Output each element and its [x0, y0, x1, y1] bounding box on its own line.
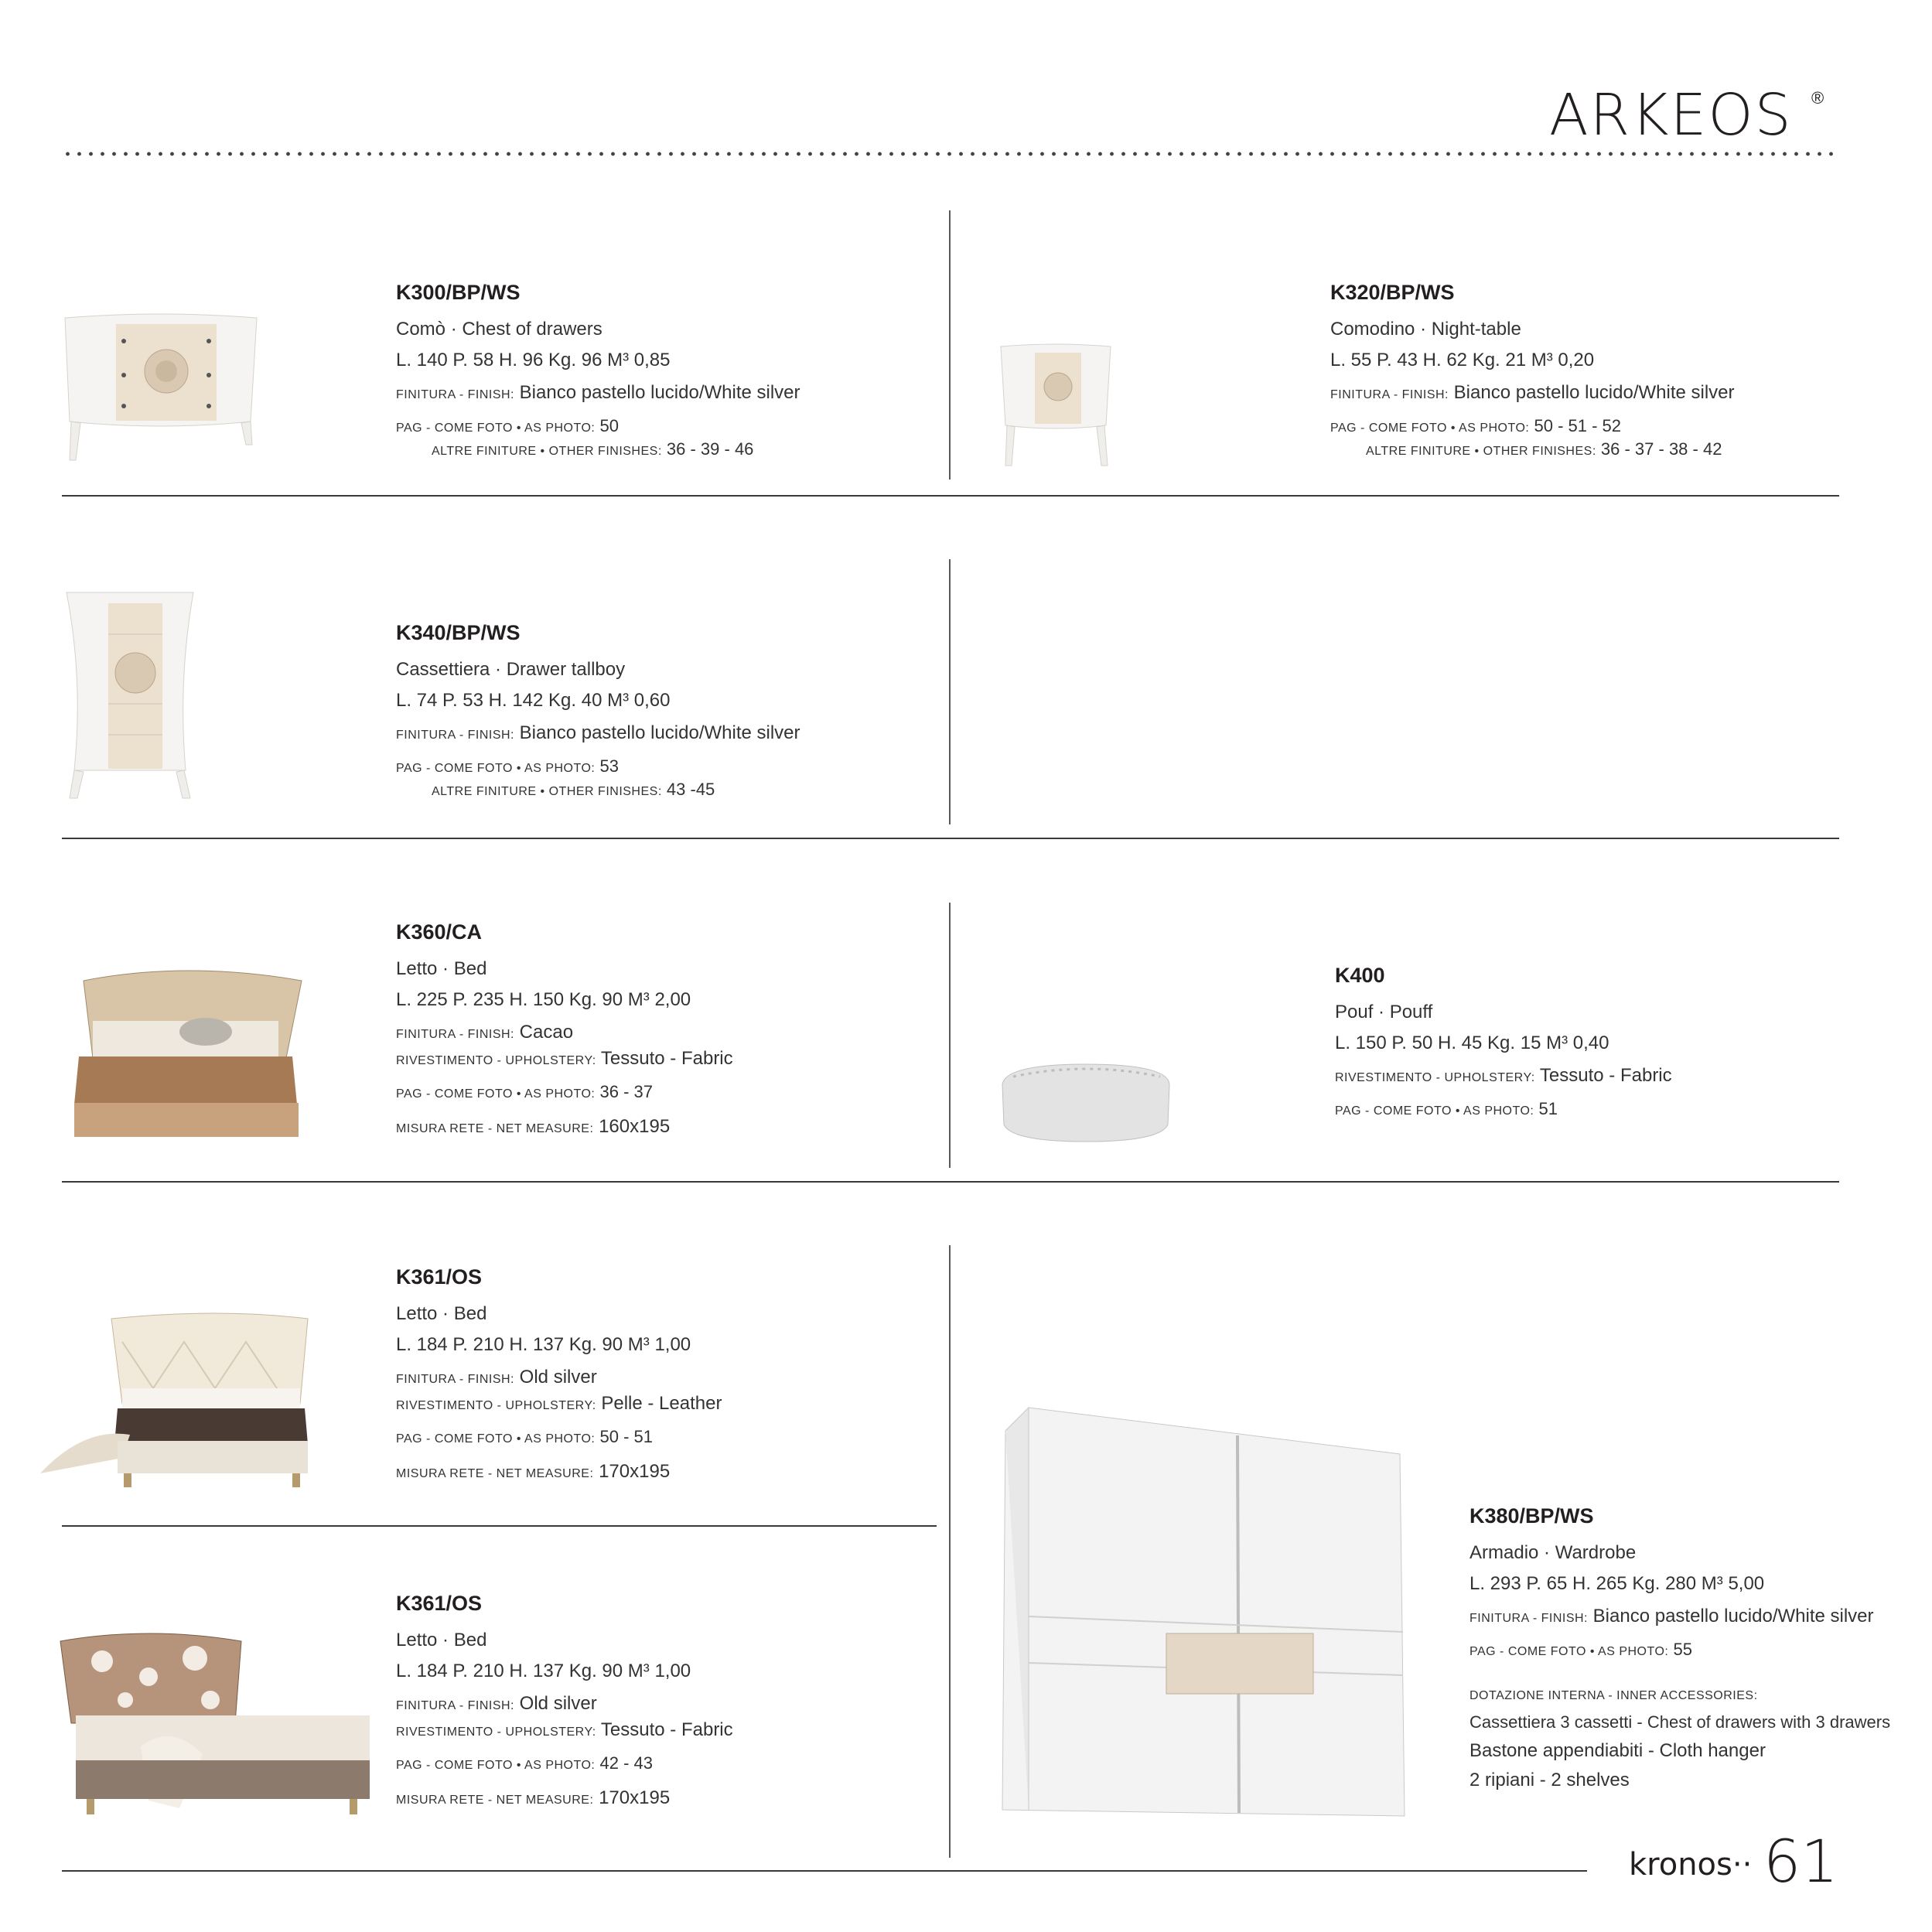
column-divider-4 [949, 1245, 951, 1858]
brand-logo: ARKEOS [1549, 82, 1793, 148]
product-code: K361/OS [396, 1265, 483, 1289]
pouf-image [998, 1061, 1174, 1146]
photo-row [396, 1082, 733, 1102]
upholstery-row [1335, 1065, 1672, 1087]
product-name: Letto · Bed [396, 1303, 487, 1324]
accessory-item: Bastone appendiabiti - Cloth hanger [1469, 1740, 1766, 1761]
other-finishes-pages: 36 - 39 - 46 [666, 439, 754, 459]
photo-label: PAG - COME FOTO • AS PHOTO: [396, 1759, 596, 1772]
upholstery-row [396, 1048, 733, 1070]
product-name: Letto · Bed [396, 1630, 487, 1650]
row-divider-4 [62, 1525, 937, 1527]
finish-label: FINITURA - FINISH: [396, 1028, 514, 1041]
net-measure-label: MISURA RETE - NET MEASURE: [396, 1467, 594, 1480]
photo-pages: 50 [599, 416, 619, 435]
photo-label: PAG - COME FOTO • AS PHOTO: [396, 1432, 596, 1446]
product-k361-fabric [396, 1591, 733, 1809]
product-code: K380/BP/WS [1469, 1504, 1594, 1528]
bed-cacao-image [62, 965, 309, 1145]
product-name: Cassettiera · Drawer tallboy [396, 659, 626, 680]
upholstery-label: RIVESTIMENTO - UPHOLSTERY: [396, 1054, 596, 1067]
other-finishes-label: ALTRE FINITURE • OTHER FINISHES: [1366, 445, 1596, 458]
photo-pages: 51 [1538, 1099, 1558, 1118]
photo-label: PAG - COME FOTO • AS PHOTO: [1330, 422, 1530, 435]
bed-fabric-image [56, 1630, 374, 1816]
upholstery-row [396, 1719, 733, 1741]
product-name: Armadio · Wardrobe [1469, 1542, 1637, 1563]
finish-row [396, 1367, 722, 1388]
finish-label: FINITURA - FINISH: [396, 1699, 514, 1712]
product-dimensions: L. 140 P. 58 H. 96 Kg. 96 M³ 0,85 [396, 350, 671, 370]
product-dimensions: L. 293 P. 65 H. 265 Kg. 280 M³ 5,00 [1469, 1573, 1765, 1594]
photo-row [396, 756, 800, 777]
other-finishes-row [1330, 439, 1735, 459]
product-k380 [1469, 1504, 1890, 1791]
upholstery-value: Tessuto - Fabric [600, 1719, 733, 1740]
finish-value: Cacao [519, 1022, 574, 1043]
photo-label: PAG - COME FOTO • AS PHOTO: [396, 1087, 596, 1101]
row-divider-1 [62, 495, 1839, 497]
product-k361-leather [396, 1265, 722, 1483]
photo-label: PAG - COME FOTO • AS PHOTO: [1469, 1645, 1669, 1658]
product-dimensions: L. 184 P. 210 H. 137 Kg. 90 M³ 1,00 [396, 1334, 691, 1355]
net-measure-row [396, 1461, 722, 1483]
product-k320 [1330, 280, 1735, 459]
photo-pages: 42 - 43 [599, 1753, 653, 1773]
net-measure-label: MISURA RETE - NET MEASURE: [396, 1122, 594, 1135]
product-k340 [396, 620, 800, 800]
bed-leather-image [37, 1311, 325, 1490]
product-code: K360/CA [396, 920, 483, 944]
finish-label: FINITURA - FINISH: [396, 729, 514, 742]
upholstery-label: RIVESTIMENTO - UPHOLSTERY: [396, 1725, 596, 1739]
finish-label: FINITURA - FINISH: [396, 388, 514, 401]
photo-row [396, 416, 800, 436]
column-divider-2 [949, 559, 951, 824]
finish-row [1330, 382, 1735, 404]
product-code: K300/BP/WS [396, 281, 521, 304]
upholstery-row [396, 1393, 722, 1415]
row-divider-3 [62, 1181, 1839, 1183]
product-dimensions: L. 225 P. 235 H. 150 Kg. 90 M³ 2,00 [396, 989, 691, 1010]
finish-value: Bianco pastello lucido/White silver [1453, 382, 1735, 403]
accessories-label: DOTAZIONE INTERNA - INNER ACCESSORIES: [1469, 1689, 1758, 1702]
net-measure-row [396, 1116, 733, 1138]
accessory-item: Cassettiera 3 cassetti - Chest of drawers with 3 drawers [1469, 1712, 1891, 1732]
net-measure-row [396, 1787, 733, 1809]
photo-row [396, 1427, 722, 1447]
photo-row [1335, 1099, 1672, 1119]
finish-value: Bianco pastello lucido/White silver [519, 382, 800, 403]
other-finishes-label: ALTRE FINITURE • OTHER FINISHES: [432, 785, 662, 798]
photo-label: PAG - COME FOTO • AS PHOTO: [1335, 1104, 1534, 1118]
product-k300 [396, 280, 800, 459]
finish-value: Bianco pastello lucido/White silver [1592, 1606, 1874, 1626]
kronos-brand: kronos·· [1629, 1847, 1753, 1883]
product-dimensions: L. 55 P. 43 H. 62 Kg. 21 M³ 0,20 [1330, 350, 1595, 370]
registered-mark: ® [1811, 88, 1824, 108]
net-measure-value: 170x195 [599, 1461, 671, 1482]
product-name: Comò · Chest of drawers [396, 319, 602, 340]
page-number: 61 [1763, 1827, 1838, 1896]
finish-value: Bianco pastello lucido/White silver [519, 722, 800, 743]
row-divider-2 [62, 838, 1839, 839]
column-divider-3 [949, 903, 951, 1168]
product-code: K320/BP/WS [1330, 281, 1455, 304]
photo-row [396, 1753, 733, 1773]
net-measure-label: MISURA RETE - NET MEASURE: [396, 1794, 594, 1807]
other-finishes-row [396, 780, 800, 800]
product-dimensions: L. 74 P. 53 H. 142 Kg. 40 M³ 0,60 [396, 690, 671, 711]
photo-pages: 53 [599, 756, 619, 776]
photo-pages: 50 - 51 [599, 1427, 653, 1446]
column-divider-1 [949, 210, 951, 480]
footer-divider [62, 1870, 1587, 1872]
product-name: Comodino · Night-table [1330, 319, 1521, 340]
product-dimensions: L. 184 P. 210 H. 137 Kg. 90 M³ 1,00 [396, 1661, 691, 1681]
upholstery-label: RIVESTIMENTO - UPHOLSTERY: [1335, 1071, 1535, 1084]
accessory-item: 2 ripiani - 2 shelves [1469, 1770, 1630, 1790]
finish-label: FINITURA - FINISH: [396, 1373, 514, 1386]
dotted-divider [62, 151, 1839, 157]
product-k400 [1335, 963, 1672, 1119]
photo-label: PAG - COME FOTO • AS PHOTO: [396, 422, 596, 435]
product-code: K340/BP/WS [396, 621, 521, 644]
finish-label: FINITURA - FINISH: [1330, 388, 1449, 401]
upholstery-value: Tessuto - Fabric [1539, 1065, 1672, 1086]
other-finishes-pages: 43 -45 [666, 780, 715, 799]
drawer-tallboy-image [62, 588, 197, 804]
finish-row [396, 382, 800, 404]
upholstery-value: Pelle - Leather [601, 1393, 722, 1414]
finish-label: FINITURA - FINISH: [1469, 1612, 1588, 1625]
photo-pages: 50 - 51 - 52 [1534, 416, 1621, 435]
product-code: K361/OS [396, 1592, 483, 1615]
photo-label: PAG - COME FOTO • AS PHOTO: [396, 762, 596, 775]
other-finishes-row [396, 439, 800, 459]
photo-pages: 55 [1673, 1640, 1692, 1659]
photo-pages: 36 - 37 [599, 1082, 653, 1101]
upholstery-label: RIVESTIMENTO - UPHOLSTERY: [396, 1399, 596, 1412]
net-measure-value: 160x195 [599, 1116, 671, 1137]
finish-row [396, 1693, 733, 1715]
accessories-heading [1469, 1683, 1890, 1705]
wardrobe-image [998, 1400, 1408, 1818]
finish-value: Old silver [519, 1693, 597, 1714]
photo-row [1469, 1640, 1890, 1660]
net-measure-value: 170x195 [599, 1787, 671, 1808]
product-name: Pouf · Pouff [1335, 1002, 1433, 1022]
upholstery-value: Tessuto - Fabric [600, 1048, 733, 1069]
chest-of-drawers-image [62, 313, 260, 468]
other-finishes-pages: 36 - 37 - 38 - 42 [1600, 439, 1722, 459]
finish-row [1469, 1606, 1890, 1627]
finish-row [396, 1022, 733, 1043]
product-name: Letto · Bed [396, 958, 487, 979]
night-table-image [998, 342, 1114, 469]
product-dimensions: L. 150 P. 50 H. 45 Kg. 15 M³ 0,40 [1335, 1033, 1609, 1053]
other-finishes-label: ALTRE FINITURE • OTHER FINISHES: [432, 445, 662, 458]
finish-row [396, 722, 800, 744]
photo-row [1330, 416, 1735, 436]
finish-value: Old silver [519, 1367, 597, 1388]
product-code: K400 [1335, 964, 1385, 987]
product-k360 [396, 920, 733, 1138]
